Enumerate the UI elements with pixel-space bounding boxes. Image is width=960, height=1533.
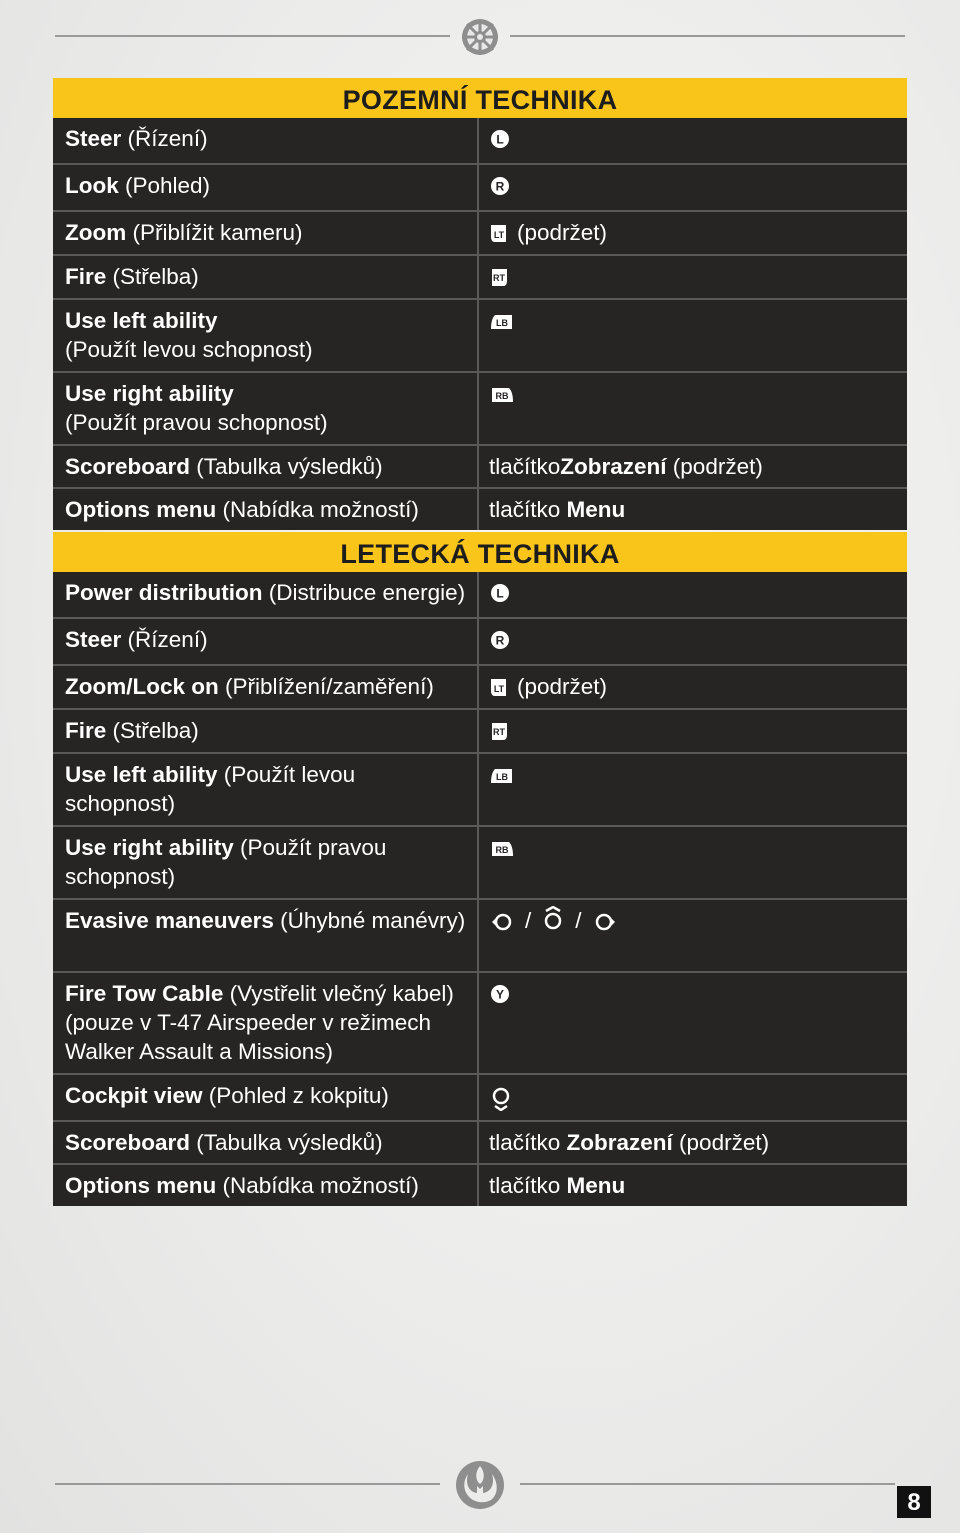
bottom-rule-right (520, 1483, 895, 1485)
rb-bumper-icon (489, 386, 515, 404)
table-row: Use left ability (Použít levou schopnost) LB (53, 300, 907, 373)
svg-text:R: R (495, 633, 505, 648)
right-stick-icon (489, 175, 511, 197)
lt-trigger-icon (489, 222, 509, 244)
svg-text:LB: LB (496, 772, 508, 782)
table-row: Look (Pohled) R (53, 165, 907, 212)
right-stick-icon (489, 629, 511, 651)
empire-emblem-icon (460, 17, 500, 57)
lb-bumper-icon (489, 767, 515, 785)
svg-text:Y: Y (495, 987, 505, 1002)
table-row: Options menu (Nabídka možností) tlačítko Menu (53, 1165, 907, 1206)
rt-trigger-icon (489, 266, 509, 288)
svg-text:LT: LT (493, 684, 505, 694)
table-row: Scoreboard (Tabulka výsledků) tlačítko Zobrazení (podržet) (53, 446, 907, 489)
svg-text:LB: LB (496, 318, 508, 328)
left-stick-icon (489, 128, 511, 150)
page-number: 8 (897, 1486, 931, 1518)
ground-vehicles-table (53, 78, 907, 530)
separator-slash: / (525, 908, 532, 933)
stick-up-icon (541, 906, 565, 932)
table-row: Steer (Řízení) R (53, 619, 907, 666)
table-row: Zoom (Přiblížit kameru) LT (podržet) (53, 212, 907, 256)
top-rule-left (55, 35, 450, 37)
left-stick-icon (489, 582, 511, 604)
top-rule-right (510, 35, 905, 37)
table-row: Fire (Střelba) RT (53, 256, 907, 300)
right-stick-click-icon (489, 1085, 513, 1111)
svg-text:RB: RB (495, 845, 509, 855)
table-row: Scoreboard (Tabulka výsledků) tlačítko Zobrazení (podržet) (53, 1122, 907, 1165)
table-row: Options menu (Nabídka možností) tlačítko Menu (53, 489, 907, 530)
rt-trigger-icon (489, 720, 509, 742)
table-row: Power distribution (Distribuce energie) L (53, 572, 907, 619)
air-vehicles-table (53, 532, 907, 1206)
lt-trigger-icon (489, 676, 509, 698)
rebel-emblem-icon (455, 1460, 505, 1510)
bottom-rule-left (55, 1483, 440, 1485)
svg-text:RB: RB (495, 391, 509, 401)
table-row: Fire (Střelba) RT (53, 710, 907, 754)
y-button-icon (489, 983, 511, 1005)
rb-bumper-icon (489, 840, 515, 858)
table-row: Use left ability (Použít levou schopnost) LB (53, 754, 907, 827)
air-section-title: LETECKÁ TECHNIKA (53, 532, 907, 572)
table-row: Use right ability (Použít pravou schopnost) RB (53, 373, 907, 446)
table-row: Cockpit view (Pohled z kokpitu) (53, 1075, 907, 1122)
svg-text:LT: LT (493, 230, 505, 240)
ground-section-title: POZEMNÍ TECHNIKA (53, 78, 907, 118)
table-row: Zoom/Lock on (Přiblížení/zaměření) LT (podržet) (53, 666, 907, 710)
svg-text:L: L (496, 132, 504, 147)
right-stick-rotate-icon (592, 910, 618, 934)
svg-text:RT: RT (493, 727, 505, 737)
svg-text:RT: RT (493, 273, 505, 283)
separator-slash: / (575, 908, 582, 933)
svg-text:R: R (495, 179, 505, 194)
table-row: Steer (Řízení) L (53, 118, 907, 165)
table-row: Evasive maneuvers (Úhybné manévry) / / (53, 900, 907, 973)
table-row: Fire Tow Cable (Vystřelit vlečný kabel) (pouze v T-47 Airspeeder v režimech Walker Assault a Missions) Y (53, 973, 907, 1075)
table-row: Use right ability (Použít pravou schopnost) RB (53, 827, 907, 900)
lb-bumper-icon (489, 313, 515, 331)
left-stick-rotate-icon (489, 910, 515, 934)
svg-text:L: L (496, 586, 504, 601)
